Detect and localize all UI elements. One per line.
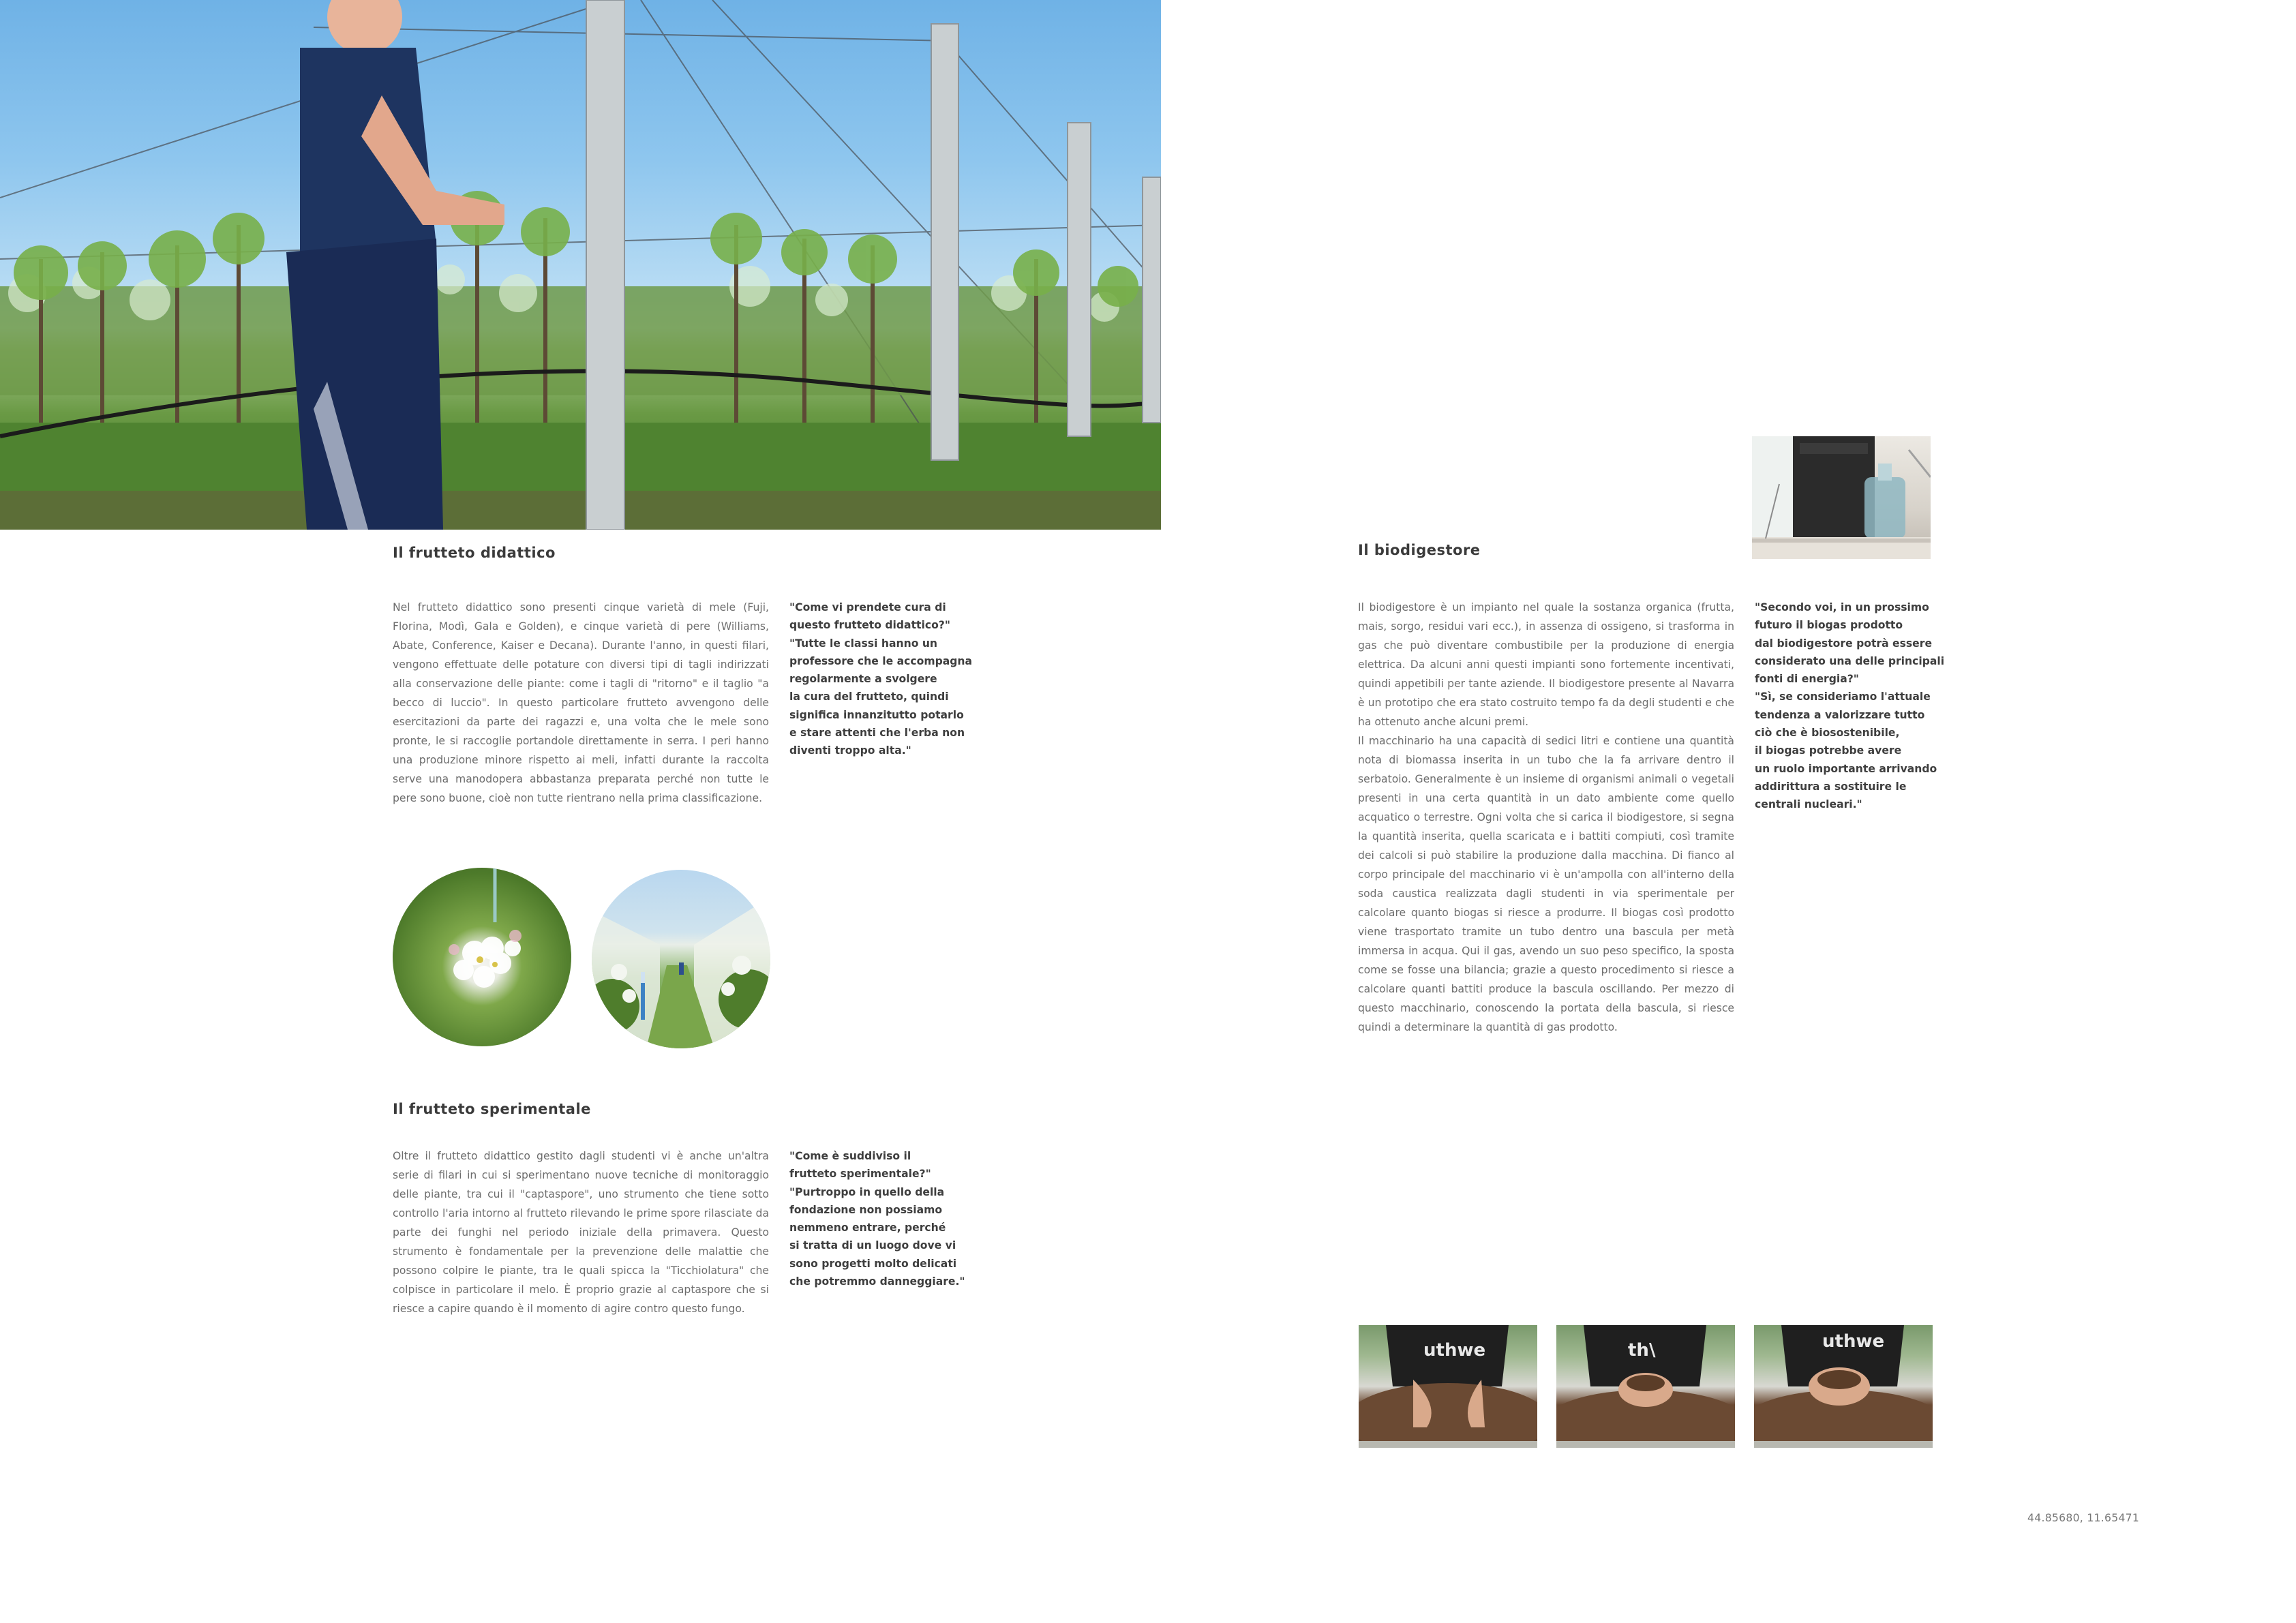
body-frutteto-sperimentale bbox=[393, 1147, 769, 1318]
body-paragraph: Oltre il frutteto didattico gestito dagli studenti vi è anche un'altra serie di filari in cui si sperimentano nuove tecniche di monitoraggio delle piante, tra cui il "captaspore", uno strumento che tiene sotto controllo l'aria intorno al frutteto rilevando le prime spore rilasciate da parte dei funghi nel periodo iniziale della primavera. Questo strumento è fondamentale per la prevenzione delle malattie che possono colpire le piante, tra le quali spicca la "Ticchiolatura" che colpisce in particolare il melo. È proprio grazie al captaspore che si riesce a capire quando è il momento di agire contro questo fungo. bbox=[393, 1150, 769, 1315]
quote-line: un ruolo importante arrivando bbox=[1755, 762, 1937, 775]
body-paragraph: Nel frutteto didattico sono presenti cinque varietà di mele (Fuji, Florina, Modì, Gala e Golden), e cinque varietà di pere (Williams, Abate, Conference, Kaiser e Decana). Durante l'anno, in questi filari, vengono effettuate delle potature con diversi tipi di tagli indirizzati alla conservazione delle piante: come i tagli di "ritorno" e il taglio "a becco di luccio". In questo particolare frutteto avvengono delle esercitazioni da parte dei ragazzi e, una volta che le mele sono pronte, le si raccoglie portandole direttamente in serra. I peri hanno una produzione minore rispetto ai meli, infatti durante la raccolta serve una manodopera abbastanza preparata perché non tutte le pere sono buone, cioè non tutte rientrano nella prima classificazione. bbox=[393, 601, 769, 804]
body-frutteto-didattico bbox=[393, 598, 769, 808]
quote-line: che potremmo danneggiare." bbox=[789, 1275, 965, 1288]
soil-hands-illustration bbox=[1556, 1325, 1735, 1448]
quote-line: "Tutte le classi hanno un bbox=[789, 637, 938, 650]
quote-line: diventi troppo alta." bbox=[789, 744, 911, 757]
quote-frutteto-didattico bbox=[789, 598, 994, 760]
apple-blossom-illustration bbox=[393, 868, 571, 1046]
quote-line: il biogas potrebbe avere bbox=[1755, 744, 1902, 757]
section-heading-biodigestore: Il biodigestore bbox=[1358, 542, 1481, 558]
photo-soil-1 bbox=[1359, 1325, 1537, 1448]
hero-photo-orchard bbox=[0, 0, 1161, 530]
quote-line: "Sì, se consideriamo l'attuale bbox=[1755, 691, 1931, 703]
quote-biodigestore bbox=[1755, 598, 1959, 814]
photo-apple-blossom bbox=[393, 868, 571, 1046]
quote-line: dal biodigestore potrà essere bbox=[1755, 637, 1933, 650]
biodigester-illustration bbox=[1752, 436, 1931, 559]
quote-line: la cura del frutteto, quindi bbox=[789, 691, 949, 703]
orchard-scene bbox=[0, 0, 1161, 530]
orchard-row-illustration bbox=[592, 870, 770, 1048]
section-heading-frutteto-sperimentale: Il frutteto sperimentale bbox=[393, 1101, 591, 1117]
quote-line: addirittura a sostituire le bbox=[1755, 780, 1907, 793]
photo-soil-3 bbox=[1754, 1325, 1933, 1448]
shirt-print-text: uthwe bbox=[1423, 1340, 1486, 1361]
quote-line: centrali nucleari." bbox=[1755, 798, 1862, 811]
section-heading-frutteto-didattico: Il frutteto didattico bbox=[393, 545, 556, 561]
quote-line: significa innanzitutto potarlo bbox=[789, 708, 964, 721]
body-paragraph: Il biodigestore è un impianto nel quale la sostanza organica (frutta, mais, sorgo, residui vari ecc.), in assenza di ossigeno, si trasforma in gas che può diventare combustibile per la produzione di energia elettrica. Da alcuni anni questi impianti sono fortemente incentivati, quindi appetibili per tante aziende. Il biodigestore presente al Navarra è un prototipo che era stato costruito tempo fa da degli studenti e che ha ottenuto anche alcuni premi. bbox=[1358, 601, 1734, 728]
quote-line: futuro il biogas prodotto bbox=[1755, 619, 1903, 632]
quote-line: fonti di energia?" bbox=[1755, 673, 1859, 686]
quote-line: questo frutteto didattico?" bbox=[789, 619, 950, 632]
soil-hands-illustration bbox=[1754, 1325, 1933, 1448]
quote-line: si tratta di un luogo dove vi bbox=[789, 1239, 956, 1252]
shirt-print-text: uthwe bbox=[1822, 1331, 1885, 1352]
quote-line: e stare attenti che l'erba non bbox=[789, 727, 965, 740]
photo-soil-2 bbox=[1556, 1325, 1735, 1448]
quote-line: fondazione non possiamo bbox=[789, 1203, 943, 1216]
quote-line: "Purtroppo in quello della bbox=[789, 1185, 945, 1198]
quote-line: nemmeno entrare, perché bbox=[789, 1222, 946, 1234]
photo-biodigestore-machine bbox=[1752, 436, 1931, 559]
quote-line: "Come è suddiviso il bbox=[789, 1150, 911, 1162]
quote-line: professore che le accompagna bbox=[789, 654, 973, 667]
quote-line: frutteto sperimentale?" bbox=[789, 1168, 931, 1181]
soil-hands-illustration bbox=[1359, 1325, 1537, 1448]
gps-coordinates: 44.85680, 11.65471 bbox=[2027, 1512, 2140, 1524]
photo-orchard-row bbox=[592, 870, 770, 1048]
shirt-print-text: th\ bbox=[1628, 1340, 1656, 1361]
quote-line: "Secondo voi, in un prossimo bbox=[1755, 601, 1929, 613]
quote-line: considerato una delle principali bbox=[1755, 654, 1945, 667]
quote-line: sono progetti molto delicati bbox=[789, 1257, 957, 1270]
quote-line: tendenza a valorizzare tutto bbox=[1755, 708, 1925, 721]
body-paragraph: Il macchinario ha una capacità di sedici litri e contiene una quantità nota di biomassa inserita in un tubo che la fa arrivare dentro il serbatoio. Generalmente è un insieme di organismi animali o vegetali presenti in una certa quantità in un dato ambiente come quello acquatico o terrestre. Ogni volta che si carica il biodigestore, si segna la quantità inserita, quella scaricata e i battiti compiuti, così tramite dei calcoli si può stabilire la produzione dalla macchina. Di fianco al corpo principale del macchinario vi è un'ampolla con all'interno della soda caustica realizzata dagli studenti in via sperimentale per calcolare quanto biogas si riesce a produrre. Il biogas così prodotto viene trasportato tramite un tubo dentro una bascula per metà immersa in acqua. Qui il gas, avendo un suo peso specifico, la sposta come se fosse una bilancia; grazie a questo procedimento si riesce a calcolare quanti battiti produce la bascula oscillando. Per mezzo di questo macchinario, conoscendo la portata della bascula, si riesce quindi a determinare la quantità di gas prodotto. bbox=[1358, 735, 1734, 1033]
quote-line: ciò che è biosostenibile, bbox=[1755, 727, 1900, 740]
quote-line: regolarmente a svolgere bbox=[789, 673, 937, 686]
quote-frutteto-sperimentale bbox=[789, 1147, 994, 1290]
body-biodigestore bbox=[1358, 598, 1734, 1037]
quote-line: "Come vi prendete cura di bbox=[789, 601, 946, 613]
